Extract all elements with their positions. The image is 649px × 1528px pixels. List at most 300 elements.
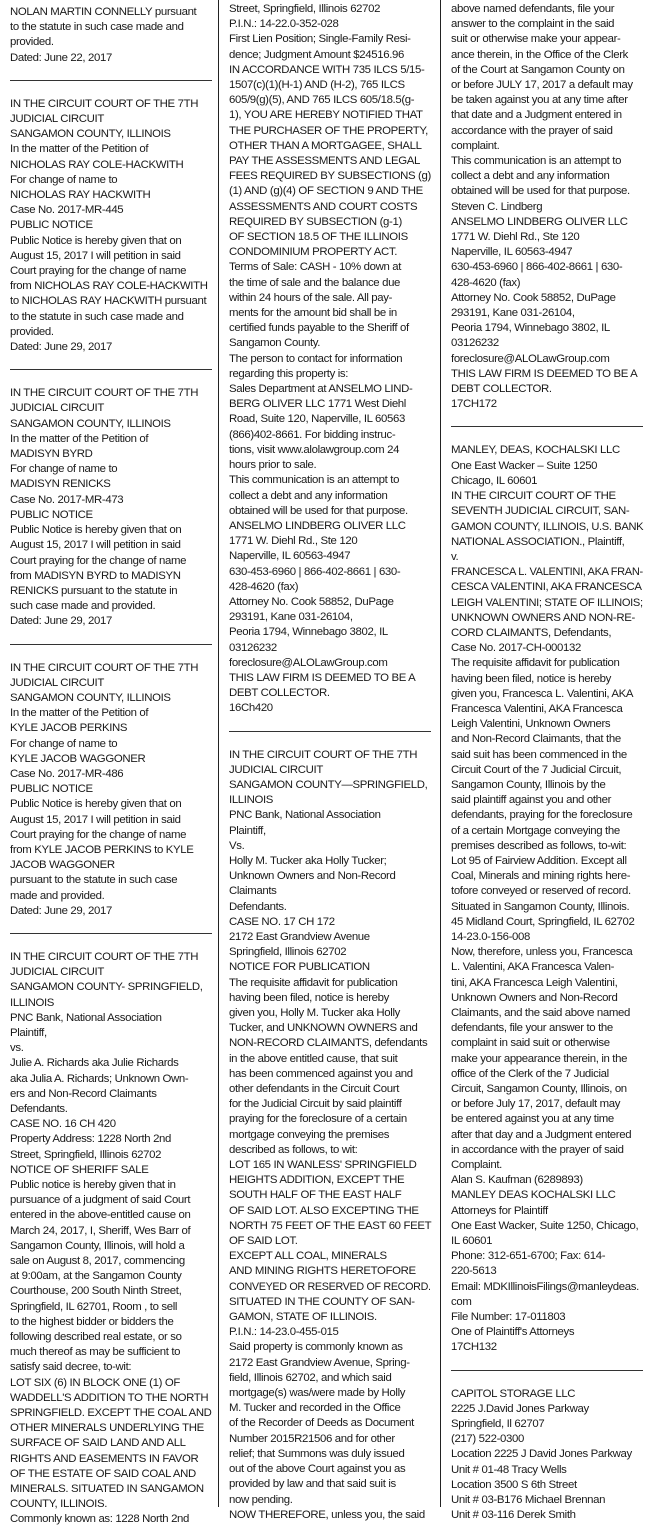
notice-line: JUDICIAL CIRCUIT: [10, 966, 104, 979]
notice-line: Case No. 2017-MR-473: [10, 493, 124, 506]
notice-line: ANSELMO LINDBERG OLIVER LLC: [229, 519, 406, 532]
notice-line: vs.: [10, 1042, 24, 1055]
notice-line: LEIGH VALENTINI; STATE OF ILLINOIS;: [451, 596, 643, 609]
notice-line: Property Address: 1228 North 2nd: [10, 1133, 172, 1146]
notice-line: premises described as follows, to-wit:: [451, 839, 627, 852]
notice-line: Number 2015R21506 and for other: [229, 1432, 395, 1445]
notice-line: In the matter of the Petition of: [10, 707, 149, 720]
notice-line: IN THE CIRCUIT COURT OF THE 7TH: [229, 748, 418, 761]
legal-notice: [451, 1387, 643, 1524]
notice-line: JUDICIAL CIRCUIT: [10, 676, 104, 689]
notice-line: said suit has been commenced in the: [451, 748, 627, 761]
notice-line: OF SECTION 18.5 OF THE ILLINOIS: [229, 231, 408, 244]
notice-line: or before JULY 17, 2017 a default may: [451, 79, 633, 92]
notice-line: This communication is an attempt to: [451, 155, 622, 168]
notice-line: 1771 W. Diehl Rd., Ste 120: [451, 231, 580, 244]
notice-line: SITUATED IN THE COUNTY OF SAN-: [229, 1295, 415, 1308]
notice-line: JUDICIAL CIRCUIT: [10, 402, 104, 415]
notice-line: (866)402-8661. For bidding instruc-: [229, 428, 396, 441]
notice-line: NATIONAL ASSOCIATION., Plaintiff,: [451, 535, 625, 548]
notice-line: mortgage conveying the premises: [229, 1128, 390, 1141]
notice-line: tions, visit www.alolawgroup.com 24: [229, 443, 400, 456]
notice-line: entered in the above-entitled cause on: [10, 1209, 191, 1222]
notice-line: EXCEPT ALL COAL, MINERALS: [229, 1250, 387, 1263]
notice-line: pursuant to the statute in such case: [10, 874, 178, 887]
notice-line: 17CH172: [451, 398, 497, 411]
notice-line: DEBT COLLECTOR.: [229, 687, 330, 700]
notice-line: August 15, 2017 I will petition in said: [10, 539, 181, 552]
notice-line: to the statute in such case made and: [10, 21, 184, 34]
notice-line: 2172 East Grandview Avenue: [229, 930, 370, 943]
notice-line: THE PURCHASER OF THE PROPERTY,: [229, 124, 429, 137]
notice-line: NOTICE FOR PUBLICATION: [229, 961, 370, 974]
notice-line: Claimants, and the said above named: [451, 1007, 630, 1019]
notice-line: Complaint.: [451, 1159, 502, 1172]
notice-line: collect a debt and any information: [451, 170, 610, 183]
notice-line: Court praying for the change of name: [10, 265, 187, 278]
notice-line: 630-453-6960 | 866-402-8661 | 630-: [451, 261, 623, 274]
notice-line: NORTH 75 FEET OF THE EAST 60 FEET: [229, 1219, 432, 1232]
notice-line: make your appearance therein, in the: [451, 1052, 628, 1065]
notice-line: has been commenced against you and: [229, 1067, 413, 1080]
notice-line: FEES REQUIRED BY SUBSECTIONS (g): [229, 170, 431, 183]
notice-line: NOLAN MARTIN CONNELLY pursuant: [10, 6, 197, 18]
notice-line: IN THE CIRCUIT COURT OF THE 7TH: [10, 387, 199, 400]
notice-line: or before July 17, 2017, default may: [451, 1098, 621, 1111]
notice-line: P.I.N.: 14-23.0-455-015: [229, 1326, 339, 1339]
notice-line: Naperville, IL 60563-4947: [229, 550, 351, 563]
notice-separator: [10, 80, 212, 81]
legal-notice: [10, 661, 212, 919]
notice-line: Circuit Court of the 7 Judicial Circuit,: [451, 763, 622, 776]
notice-line: BERG OLIVER LLC 1771 West Diehl: [229, 398, 406, 411]
notice-line: Location 3500 S 6th Street: [451, 1478, 577, 1491]
notice-line: For change of name to: [10, 173, 118, 186]
notice-line: Claimants: [229, 885, 277, 898]
notice-line: Defendants.: [10, 1103, 68, 1115]
notice-separator: [451, 426, 643, 427]
notice-line: MADISYN RENICKS: [10, 478, 111, 491]
notice-line: ance therein, in the Office of the Clerk: [451, 48, 629, 61]
notice-line: tofore conveyed or reserved of record.: [451, 885, 631, 898]
notice-line: ASSESSMENTS AND COURT COSTS: [229, 200, 418, 213]
notice-line: Sangamon County.: [229, 337, 321, 350]
notice-line: Coal, Minerals and mining rights here-: [451, 870, 631, 883]
notice-line: the time of sale and the balance due: [229, 276, 401, 289]
legal-notice: [229, 748, 431, 1523]
notice-line: NICHOLAS RAY HACKWITH: [10, 189, 151, 202]
notice-line: to the highest bidder or bidders the: [10, 1315, 174, 1328]
notice-line: OF THE ESTATE OF SAID COAL AND: [10, 1467, 196, 1480]
notice-line: LOT SIX (6) IN BLOCK ONE (1) OF: [10, 1376, 180, 1389]
notice-line: SANGAMON COUNTY- SPRINGFIELD,: [10, 981, 203, 994]
notice-line: Road, Suite 120, Naperville, IL 60563: [229, 413, 405, 426]
notice-line: GAMON, STATE OF ILLINOIS.: [229, 1311, 377, 1324]
notice-line: Email: MDKIllinoisFilings@manleydeas.: [451, 1280, 639, 1293]
notice-line: from NICHOLAS RAY COLE-HACKWITH: [10, 280, 208, 293]
notice-line: OF SAID LOT. ALSO EXCEPTING THE: [229, 1204, 419, 1217]
notice-line: be entered against you at any time: [451, 1113, 614, 1126]
notice-line: satisfy said decree, to-wit:: [10, 1361, 132, 1374]
notice-line: collect a debt and any information: [229, 489, 388, 502]
notice-line: Dated: June 22, 2017: [10, 51, 112, 64]
notice-line: 1771 W. Diehl Rd., Ste 120: [229, 535, 358, 548]
notice-line: OF SAID LOT.: [229, 1235, 298, 1248]
notice-line: aka Julia A. Richards; Unknown Own-: [10, 1072, 189, 1085]
notice-line: of the Court at Sangamon County on: [451, 63, 625, 76]
notice-line: Unit # 03-116 Derek Smith: [451, 1509, 576, 1522]
notice-line: PUBLIC NOTICE: [10, 219, 93, 232]
notice-line: SOUTH HALF OF THE EAST HALF: [229, 1189, 402, 1202]
notice-line: Dated: June 29, 2017: [10, 615, 112, 628]
notice-line: praying for the foreclosure of a certain: [229, 1113, 407, 1126]
notice-line: JUDICIAL CIRCUIT: [10, 113, 104, 126]
notice-line: to NICHOLAS RAY HACKWITH pursuant: [10, 295, 207, 308]
notice-line: HEIGHTS ADDITION, EXCEPT THE: [229, 1174, 405, 1187]
notice-line: KYLE JACOB PERKINS: [10, 722, 128, 735]
notice-line: Phone: 312-651-6700; Fax: 614-: [451, 1250, 606, 1263]
notice-line: defendants, praying for the foreclosure: [451, 809, 633, 822]
notice-line: said plaintiff against you and other: [451, 794, 612, 807]
notice-line: ILLINOIS: [10, 996, 55, 1009]
notice-line: IN THE CIRCUIT COURT OF THE: [451, 490, 616, 503]
notice-line: Springfield, Il 62707: [451, 1418, 545, 1431]
notice-line: PAY THE ASSESSMENTS AND LEGAL: [229, 155, 420, 168]
notice-line: File Number: 17-011803: [451, 1311, 566, 1324]
notice-line: THIS LAW FIRM IS DEEMED TO BE A: [451, 367, 638, 380]
notice-line: v.: [451, 550, 459, 563]
notice-line: JUDICIAL CIRCUIT: [229, 763, 323, 776]
notice-line: complaint in said suit or otherwise: [451, 1037, 610, 1050]
notice-line: 17CH132: [451, 1341, 497, 1354]
notice-line: Plaintiff,: [10, 1026, 47, 1039]
legal-notice: [10, 950, 212, 1528]
notice-line: Defendants.: [229, 900, 287, 913]
notice-line: FRANCESCA L. VALENTINI, AKA FRAN-: [451, 566, 643, 579]
notice-line: SURFACE OF SAID LAND AND ALL: [10, 1437, 186, 1450]
notice-line: IL 60601: [451, 1235, 493, 1248]
notice-line: SPRINGFIELD. EXCEPT THE COAL AND: [10, 1407, 212, 1420]
notice-line: MINERALS. SITUATED IN SANGAMON: [10, 1483, 204, 1496]
notice-line: other defendants in the Circuit Court: [229, 1083, 400, 1096]
notice-line: 428-4620 (fax): [451, 276, 521, 289]
notice-line: JACOB WAGGONER: [10, 859, 115, 872]
notice-line: within 24 hours of the sale. All pay-: [229, 291, 393, 304]
notice-line: One of Plaintiff's Attorneys: [451, 1326, 575, 1339]
notice-line: MANLEY, DEAS, KOCHALSKI LLC: [451, 444, 620, 457]
notice-line: Location 2225 J David Jones Parkway: [451, 1448, 632, 1461]
notice-line: PUBLIC NOTICE: [10, 783, 93, 796]
notice-line: L. Valentini, AKA Francesca Valen-: [451, 961, 615, 974]
notice-line: SEVENTH JUDICIAL CIRCUIT, SAN-: [451, 505, 630, 518]
notice-line: after that day and a Judgment entered: [451, 1128, 632, 1141]
notice-line: sale on August 8, 2017, commencing: [10, 1255, 185, 1268]
notice-line: described as follows, to wit:: [229, 1143, 358, 1156]
notice-line: Peoria 1794, Winnebago 3802, IL: [451, 322, 610, 335]
notice-line: Julie A. Richards aka Julie Richards: [10, 1057, 179, 1070]
notice-line: CASE NO. 16 CH 420: [10, 1118, 116, 1131]
notice-line: Attorney No. Cook 58852, DuPage: [451, 291, 616, 304]
notice-line: CONVEYED OR RESERVED OF RECORD.: [229, 1280, 431, 1293]
notice-line: COUNTY, ILLINOIS.: [10, 1498, 108, 1511]
notice-line: NOW THEREFORE, unless you, the said: [229, 1508, 425, 1521]
notice-line: foreclosure@ALOLawGroup.com: [451, 352, 610, 365]
column-divider: [440, 0, 441, 1507]
notice-line: Attorneys for Plaintiff: [451, 1204, 548, 1217]
notice-line: much thereof as may be sufficient to: [10, 1346, 181, 1359]
notice-line: in the above entitled cause, that suit: [229, 1052, 398, 1065]
notice-line: Court praying for the change of name: [10, 554, 187, 567]
notice-line: Public Notice is hereby given that on: [10, 524, 182, 537]
notice-line: Unknown Owners and Non-Record: [451, 991, 618, 1004]
notice-line: com: [451, 1295, 472, 1308]
notice-line: One East Wacker – Suite 1250: [451, 459, 598, 472]
notice-line: August 15, 2017 I will petition in said: [10, 249, 181, 262]
notice-line: in accordance with the prayer of said: [451, 1143, 624, 1156]
notice-line: complaint.: [451, 139, 500, 152]
notice-line: GAMON COUNTY, ILLINOIS, U.S. BANK: [451, 520, 644, 533]
notice-line: of the Recorder of Deeds as Document: [229, 1417, 414, 1430]
notice-line: pursuance of a judgment of said Court: [10, 1194, 191, 1207]
notice-line: out of the above Court against you as: [229, 1463, 406, 1476]
notice-line: following described real estate, or so: [10, 1331, 182, 1344]
notice-line: OTHER THAN A MORTGAGEE, SHALL: [229, 139, 422, 152]
notice-line: Dated: June 29, 2017: [10, 904, 112, 917]
notice-line: dence; Judgment Amount $24516.96: [229, 48, 404, 61]
notice-line: UNKNOWN OWNERS AND NON-RE-: [451, 611, 635, 624]
notice-line: above named defendants, file your: [451, 3, 615, 15]
notice-line: 2225 J.David Jones Parkway: [451, 1402, 589, 1415]
notice-line: Said property is commonly known as: [229, 1341, 403, 1354]
notice-line: for the Judicial Circuit by said plaintiff: [229, 1098, 402, 1111]
notice-line: Courthouse, 200 South Ninth Street,: [10, 1285, 182, 1298]
notice-line: and Non-Record Claimants, that the: [451, 733, 621, 746]
notice-line: Peoria 1794, Winnebago 3802, IL: [229, 626, 388, 639]
notice-line: Court praying for the change of name: [10, 828, 187, 841]
notice-line: First Lien Position; Single-Family Resi-: [229, 33, 411, 46]
notice-line: Naperville, IL 60563-4947: [451, 246, 573, 259]
notice-line: answer to the complaint in the said: [451, 18, 615, 31]
notice-line: One East Wacker, Suite 1250, Chicago,: [451, 1219, 639, 1232]
notice-separator: [451, 1370, 643, 1371]
notice-line: IN THE CIRCUIT COURT OF THE 7TH: [10, 97, 199, 110]
notice-line: 1507(c)(1)(H-1) AND (H-2), 765 ILCS: [229, 79, 405, 92]
notice-line: SANGAMON COUNTY—SPRINGFIELD,: [229, 778, 428, 791]
notice-line: Francesca Valentini, AKA Francesca: [451, 702, 623, 715]
notice-line: 220-5613: [451, 1265, 497, 1278]
notice-line: provided.: [10, 325, 54, 338]
notice-line: Lot 95 of Fairview Addition. Except all: [451, 854, 627, 867]
notice-line: Plaintiff,: [229, 824, 266, 837]
notice-line: Public Notice is hereby given that on: [10, 798, 182, 811]
notice-line: SANGAMON COUNTY, ILLINOIS: [10, 691, 171, 704]
notice-line: RIGHTS AND EASEMENTS IN FAVOR: [10, 1452, 199, 1465]
notice-line: of a certain Mortgage conveying the: [451, 824, 620, 837]
notice-line: In the matter of the Petition of: [10, 432, 149, 445]
notice-line: IN THE CIRCUIT COURT OF THE 7TH: [10, 661, 199, 674]
notice-line: hours prior to sale.: [229, 459, 317, 472]
notice-line: 605/9(g)(5), AND 765 ILCS 605/18.5(g-: [229, 94, 415, 107]
notice-line: Unit # 01-48 Tracy Wells: [451, 1463, 567, 1476]
notice-line: This communication is an attempt to: [229, 474, 400, 487]
notice-line: PNC Bank, National Association: [229, 809, 381, 822]
legal-notice: [10, 5, 212, 66]
notice-line: Sangamon County, Illinois by the: [451, 778, 606, 791]
notice-line: 428-4620 (fax): [229, 580, 299, 593]
notice-line: August 15, 2017 I will petition in said: [10, 813, 181, 826]
notice-line: at 9:00am, at the Sangamon County: [10, 1270, 182, 1283]
notice-line: REQUIRED BY SUBSECTION (g-1): [229, 215, 402, 228]
notice-line: Springfield, IL 62701, Room , to sell: [10, 1300, 178, 1313]
notice-line: given you, Francesca L. Valentini, AKA: [451, 687, 634, 700]
notice-line: 03126232: [229, 641, 277, 654]
notice-line: WADDELL'S ADDITION TO THE NORTH: [10, 1391, 209, 1404]
notice-line: The requisite affidavit for publication: [451, 657, 620, 670]
notice-line: ILLINOIS: [229, 794, 274, 807]
notice-line: suit or otherwise make your appear-: [451, 33, 621, 46]
notice-line: office of the Clerk of the 7 Judicial: [451, 1067, 609, 1080]
notice-line: PNC Bank, National Association: [10, 1011, 162, 1024]
notice-separator: [10, 933, 212, 934]
notice-line: Terms of Sale: CASH - 10% down at: [229, 261, 402, 274]
notice-line: obtained will be used for that purpose.: [451, 185, 630, 198]
notice-line: Sangamon County, Illinois, will hold a: [10, 1239, 185, 1252]
notice-line: PUBLIC NOTICE: [10, 508, 93, 521]
notice-line: IN THE CIRCUIT COURT OF THE 7TH: [10, 950, 199, 963]
notice-line: For change of name to: [10, 463, 118, 476]
notice-line: Situated in Sangamon County, Illinois.: [451, 900, 630, 913]
notice-line: now pending.: [229, 1493, 293, 1506]
notice-line: Steven C. Lindberg: [451, 200, 543, 213]
notice-line: certified funds payable to the Sheriff of: [229, 322, 409, 335]
notice-line: 630-453-6960 | 866-402-8661 | 630-: [229, 565, 401, 578]
notice-line: 45 Midland Court, Springfield, IL 62702: [451, 915, 635, 928]
notice-line: (1) AND (g)(4) OF SECTION 9 AND THE: [229, 185, 423, 198]
notice-line: Circuit, Sangamon County, Illinois, on: [451, 1083, 627, 1096]
notice-line: SANGAMON COUNTY, ILLINOIS: [10, 128, 171, 141]
notice-line: AND MINING RIGHTS HERETOFORE: [229, 1265, 416, 1278]
notice-line: tini, AKA Francesca Leigh Valentini,: [451, 976, 618, 989]
notice-line: Chicago, IL 60601: [451, 474, 538, 487]
notice-line: ers and Non-Record Claimants: [10, 1087, 157, 1100]
notice-line: Unknown Owners and Non-Record: [229, 870, 396, 883]
legal-notice: [10, 386, 212, 629]
column-divider: [218, 0, 219, 1507]
notice-line: ments for the amount bid shall be in: [229, 307, 397, 320]
notice-line: 293191, Kane 031-26104,: [229, 611, 353, 624]
notice-line: P.I.N.: 14-22.0-352-028: [229, 18, 339, 31]
notice-line: For change of name to: [10, 737, 118, 750]
notice-line: field, Illinois 62702, and which said: [229, 1371, 392, 1384]
column-2: [229, 2, 431, 1523]
notice-line: IN ACCORDANCE WITH 735 ILCS 5/15-: [229, 63, 425, 76]
notice-line: NON-RECORD CLAIMANTS, defendants: [229, 1037, 428, 1050]
notice-line: DEBT COLLECTOR.: [451, 383, 552, 396]
notice-line: Street, Springfield, Illinois 62702: [229, 3, 381, 15]
notice-line: 1), YOU ARE HEREBY NOTIFIED THAT: [229, 109, 423, 122]
notice-line: Case No. 2017-MR-445: [10, 204, 124, 217]
notice-line: foreclosure@ALOLawGroup.com: [229, 656, 388, 669]
notice-line: KYLE JACOB WAGGONER: [10, 752, 146, 765]
notice-line: Commonly known as: 1228 North 2nd: [10, 1513, 190, 1526]
notice-line: The requisite affidavit for publication: [229, 976, 398, 989]
notice-line: accordance with the prayer of said: [451, 124, 613, 137]
notice-line: 03126232: [451, 337, 499, 350]
notice-line: CAPITOL STORAGE LLC: [451, 1387, 576, 1400]
notice-line: RENICKS pursuant to the statute in: [10, 584, 178, 597]
notice-line: relief; that Summons was duly issued: [229, 1447, 405, 1460]
notice-line: NICHOLAS RAY COLE-HACKWITH: [10, 158, 184, 171]
notice-line: SANGAMON COUNTY, ILLINOIS: [10, 417, 171, 430]
legal-notice: [451, 2, 643, 412]
notice-line: (217) 522-0300: [451, 1433, 524, 1446]
notice-line: LOT 165 IN WANLESS' SPRINGFIELD: [229, 1159, 417, 1172]
notice-line: 16Ch420: [229, 702, 273, 715]
notice-line: that date and a Judgment entered in: [451, 109, 622, 122]
notice-separator: [10, 644, 212, 645]
notice-line: March 24, 2017, I, Sheriff, Wes Barr of: [10, 1224, 191, 1237]
notice-line: from KYLE JACOB PERKINS to KYLE: [10, 843, 194, 856]
notice-line: MADISYN BYRD: [10, 448, 93, 461]
notice-line: CORD CLAIMANTS, Defendants,: [451, 626, 612, 639]
notice-line: Dated: June 29, 2017: [10, 341, 112, 354]
notice-line: given you, Holly M. Tucker aka Holly: [229, 1007, 400, 1019]
notice-separator: [10, 369, 212, 370]
column-1: [10, 5, 212, 1528]
notice-line: 293191, Kane 031-26104,: [451, 307, 575, 320]
notice-separator: [229, 731, 431, 732]
notice-line: be taken against you at any time after: [451, 94, 628, 107]
notice-line: THIS LAW FIRM IS DEEMED TO BE A: [229, 671, 416, 684]
notice-line: Holly M. Tucker aka Holly Tucker;: [229, 854, 387, 867]
legal-notice: [451, 443, 643, 1355]
notice-line: from MADISYN BYRD to MADISYN: [10, 569, 181, 582]
notice-line: having been filed, notice is hereby: [451, 672, 611, 685]
notice-line: such case made and provided.: [10, 600, 156, 613]
notice-line: ANSELMO LINDBERG OLIVER LLC: [451, 215, 628, 228]
notice-line: The person to contact for information: [229, 352, 403, 365]
notice-line: Vs.: [229, 839, 245, 852]
notice-line: MANLEY DEAS KOCHALSKI LLC: [451, 1189, 616, 1202]
notice-line: having been filed, notice is hereby: [229, 991, 389, 1004]
notice-line: to the statute in such case made and: [10, 310, 184, 323]
notice-line: CASE NO. 17 CH 172: [229, 915, 335, 928]
notice-line: 14-23.0-156-008: [451, 930, 530, 943]
notice-line: OTHER MINERALS UNDERLYING THE: [10, 1422, 204, 1435]
notice-line: defendants, file your answer to the: [451, 1022, 613, 1035]
notice-line: Street, Springfield, Illinois 62702: [10, 1148, 162, 1161]
notice-line: Public Notice is hereby given that on: [10, 234, 182, 247]
notice-line: provided.: [10, 36, 54, 49]
notice-line: Leigh Valentini, Unknown Owners: [451, 718, 611, 731]
notice-line: Springfield, Illinois 62702: [229, 946, 347, 959]
notice-line: mortgage(s) was/were made by Holly: [229, 1387, 406, 1400]
notice-line: CESCA VALENTINI, AKA FRANCESCA: [451, 581, 642, 594]
notice-line: Case No. 2017-CH-000132: [451, 642, 581, 655]
notice-line: Now, therefore, unless you, Francesca: [451, 946, 633, 959]
notice-line: provided by law and that said suit is: [229, 1478, 396, 1491]
notice-line: Unit # 03-B176 Michael Brennan: [451, 1494, 606, 1507]
notice-line: NOTICE OF SHERIFF SALE: [10, 1163, 149, 1176]
notice-line: 2172 East Grandview Avenue, Spring-: [229, 1356, 410, 1369]
notice-line: Public notice is hereby given that in: [10, 1179, 176, 1192]
notice-line: M. Tucker and recorded in the Office: [229, 1402, 401, 1415]
notice-line: CONDOMINIUM PROPERTY ACT.: [229, 246, 398, 259]
legal-notice: [10, 97, 212, 355]
column-3: [451, 2, 643, 1524]
notice-line: regarding this property is:: [229, 367, 349, 380]
notice-line: Alan S. Kaufman (6289893): [451, 1174, 583, 1187]
